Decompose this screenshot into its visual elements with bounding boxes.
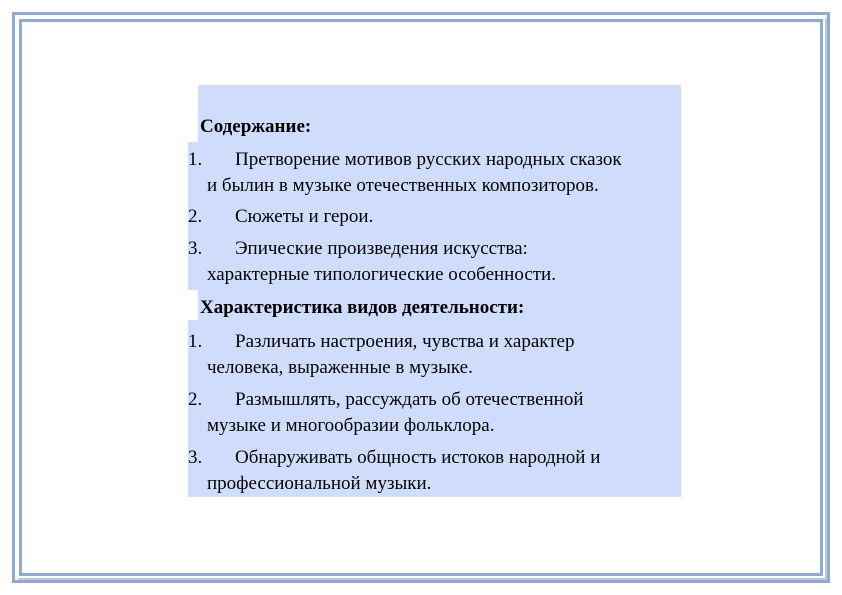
list-number: 2.	[188, 389, 203, 410]
list-text-line1: Эпические произведения искусства:	[235, 238, 528, 259]
list-text-line2: человека, выраженные в музыке.	[207, 357, 473, 378]
list-number: 3.	[188, 447, 203, 468]
list-number: 3.	[188, 238, 203, 259]
text-panel	[188, 85, 681, 497]
list-number: 1.	[188, 331, 203, 352]
section-heading-content: Содержание:	[200, 116, 312, 137]
list-text-line1: Размышлять, рассуждать об отечественной	[235, 389, 584, 410]
list-number: 2.	[188, 206, 203, 227]
list-text-line2: характерные типологические особенности.	[207, 264, 556, 285]
list-text-line1: Сюжеты и герои.	[235, 206, 374, 227]
section-heading-activities: Характеристика видов деятельности:	[200, 297, 525, 318]
list-text-line2: и былин в музыке отечественных композиторов.	[207, 175, 599, 196]
list-text-line1: Обнаруживать общность истоков народной и	[235, 447, 601, 468]
list-text-line2: музыке и многообразии фольклора.	[207, 415, 495, 436]
list-text-line1: Различать настроения, чувства и характер	[235, 331, 575, 352]
list-number: 1.	[188, 149, 203, 170]
list-text-line1: Претворение мотивов русских народных сказок	[235, 149, 622, 170]
list-text-line2: профессиональной музыки.	[207, 473, 432, 494]
